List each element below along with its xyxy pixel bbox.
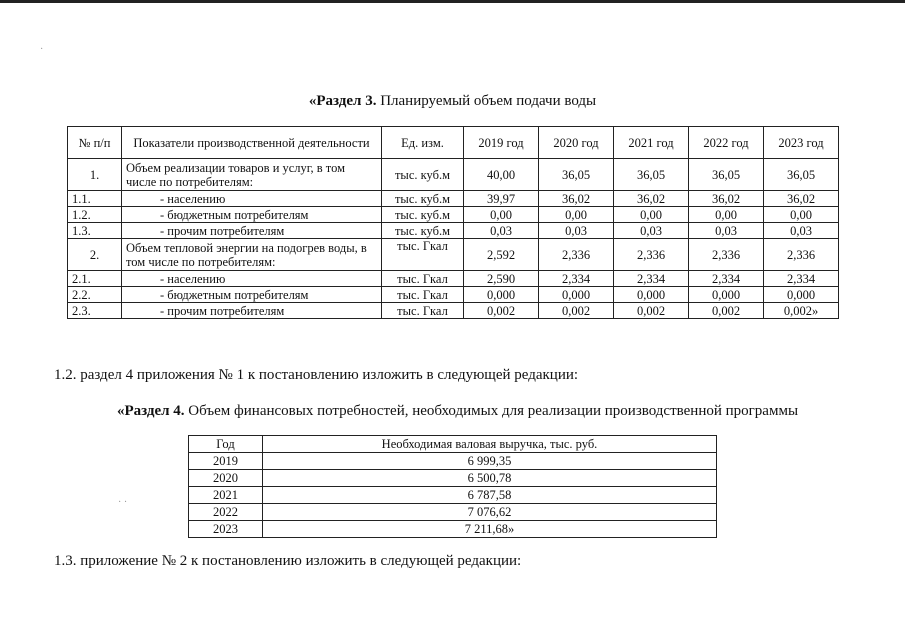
row-unit: тыс. Гкал: [382, 303, 464, 319]
row-name: - прочим потребителям: [122, 303, 382, 319]
cell-2020: 0,000: [539, 287, 614, 303]
header-2023: 2023 год: [764, 127, 839, 159]
cell-2019: 0,002: [464, 303, 539, 319]
cell-2020: 0,00: [539, 207, 614, 223]
cell-2019: 40,00: [464, 159, 539, 191]
cell-2021: 2,334: [614, 271, 689, 287]
row-name: - бюджетным потребителям: [122, 287, 382, 303]
cell-2019: 2,592: [464, 239, 539, 271]
header-indicator: Показатели производственной деятельности: [122, 127, 382, 159]
cell-2022: 36,05: [689, 159, 764, 191]
table-row: [68, 303, 839, 319]
table-header-row: [189, 436, 717, 453]
cell-2020: 2,334: [539, 271, 614, 287]
row-name: - бюджетным потребителям: [122, 207, 382, 223]
row-name: Объем тепловой энергии на подогрев воды, в том числе по потребителям:: [122, 239, 382, 271]
cell-revenue: 6 500,78: [263, 470, 717, 487]
top-border-line: [0, 0, 905, 3]
cell-2020: 0,03: [539, 223, 614, 239]
scan-speck: · ·: [118, 497, 128, 508]
cell-2022: 0,002: [689, 303, 764, 319]
cell-2022: 0,03: [689, 223, 764, 239]
header-2022: 2022 год: [689, 127, 764, 159]
row-name: - прочим потребителям: [122, 223, 382, 239]
cell-2019: 39,97: [464, 191, 539, 207]
cell-2019: 2,590: [464, 271, 539, 287]
cell-2021: 0,002: [614, 303, 689, 319]
cell-2020: 2,336: [539, 239, 614, 271]
paragraph-1-2: 1.2. раздел 4 приложения № 1 к постановлению изложить в следующей редакции:: [54, 367, 579, 383]
row-num: 2.2.: [68, 287, 122, 303]
cell-2022: 2,336: [689, 239, 764, 271]
cell-2023: 0,03: [764, 223, 839, 239]
section4-title-bold: «Раздел 4.: [116, 403, 185, 419]
cell-year: 2020: [189, 470, 263, 487]
row-num: 1.1.: [68, 191, 122, 207]
header-2020: 2020 год: [539, 127, 614, 159]
row-unit: тыс. куб.м: [382, 159, 464, 191]
row-num: 1.3.: [68, 223, 122, 239]
cell-2022: 2,334: [689, 271, 764, 287]
cell-2021: 2,336: [614, 239, 689, 271]
cell-2020: 36,02: [539, 191, 614, 207]
cell-2023: 36,02: [764, 191, 839, 207]
row-num: 2.3.: [68, 303, 122, 319]
table-row: [189, 504, 717, 521]
section4-title: [5, 403, 905, 420]
row-name: - населению: [122, 271, 382, 287]
row-num: 2.: [68, 239, 122, 271]
table-row: [189, 453, 717, 470]
header-2019: 2019 год: [464, 127, 539, 159]
table-row: [68, 207, 839, 223]
section3-title: [0, 93, 905, 110]
row-name: - населению: [122, 191, 382, 207]
cell-2021: 36,05: [614, 159, 689, 191]
cell-2020: 0,002: [539, 303, 614, 319]
cell-year: 2022: [189, 504, 263, 521]
cell-2020: 36,05: [539, 159, 614, 191]
cell-2021: 0,00: [614, 207, 689, 223]
table-row: [68, 191, 839, 207]
table-row: [189, 521, 717, 538]
header-2021: 2021 год: [614, 127, 689, 159]
cell-revenue: 7 211,68»: [263, 521, 717, 538]
cell-2023: 2,334: [764, 271, 839, 287]
cell-2021: 0,000: [614, 287, 689, 303]
cell-2022: 0,00: [689, 207, 764, 223]
cell-2019: 0,03: [464, 223, 539, 239]
cell-2019: 0,00: [464, 207, 539, 223]
section3-title-text: Планируемый объем подачи воды: [376, 93, 597, 109]
row-name: Объем реализации товаров и услуг, в том числе по потребителям:: [122, 159, 382, 191]
cell-revenue: 6 999,35: [263, 453, 717, 470]
header-year: Год: [189, 436, 263, 453]
table-header-row: [68, 127, 839, 159]
section3-title-bold: «Раздел 3.: [308, 93, 377, 109]
cell-revenue: 7 076,62: [263, 504, 717, 521]
table-row: [68, 271, 839, 287]
table-row: [68, 287, 839, 303]
table-row: [189, 470, 717, 487]
row-unit: тыс. Гкал: [382, 271, 464, 287]
paragraph-1-3: 1.3. приложение № 2 к постановлению изложить в следующей редакции:: [54, 553, 522, 569]
row-num: 1.: [68, 159, 122, 191]
table-row: [68, 223, 839, 239]
cell-2023: 0,002»: [764, 303, 839, 319]
cell-2019: 0,000: [464, 287, 539, 303]
row-num: 1.2.: [68, 207, 122, 223]
scan-speck: ·: [40, 44, 44, 55]
table-row: [68, 239, 839, 271]
row-num: 2.1.: [68, 271, 122, 287]
header-num: № п/п: [68, 127, 122, 159]
row-unit: тыс. куб.м: [382, 207, 464, 223]
table-row: [68, 159, 839, 191]
cell-2021: 0,03: [614, 223, 689, 239]
row-unit: тыс. куб.м: [382, 191, 464, 207]
cell-2022: 0,000: [689, 287, 764, 303]
cell-2022: 36,02: [689, 191, 764, 207]
header-unit: Ед. изм.: [382, 127, 464, 159]
cell-year: 2021: [189, 487, 263, 504]
water-supply-table: [67, 126, 839, 319]
table-row: [189, 487, 717, 504]
row-unit: тыс. Гкал: [382, 239, 464, 271]
section4-title-text: Объем финансовых потребностей, необходимых для реализации производственной программы: [184, 403, 799, 419]
row-unit: тыс. Гкал: [382, 287, 464, 303]
cell-2023: 0,000: [764, 287, 839, 303]
cell-2021: 36,02: [614, 191, 689, 207]
cell-year: 2023: [189, 521, 263, 538]
cell-2023: 36,05: [764, 159, 839, 191]
financial-needs-table: [188, 435, 717, 538]
cell-2023: 0,00: [764, 207, 839, 223]
cell-revenue: 6 787,58: [263, 487, 717, 504]
header-revenue: Необходимая валовая выручка, тыс. руб.: [263, 436, 717, 453]
row-unit: тыс. куб.м: [382, 223, 464, 239]
cell-year: 2019: [189, 453, 263, 470]
cell-2023: 2,336: [764, 239, 839, 271]
